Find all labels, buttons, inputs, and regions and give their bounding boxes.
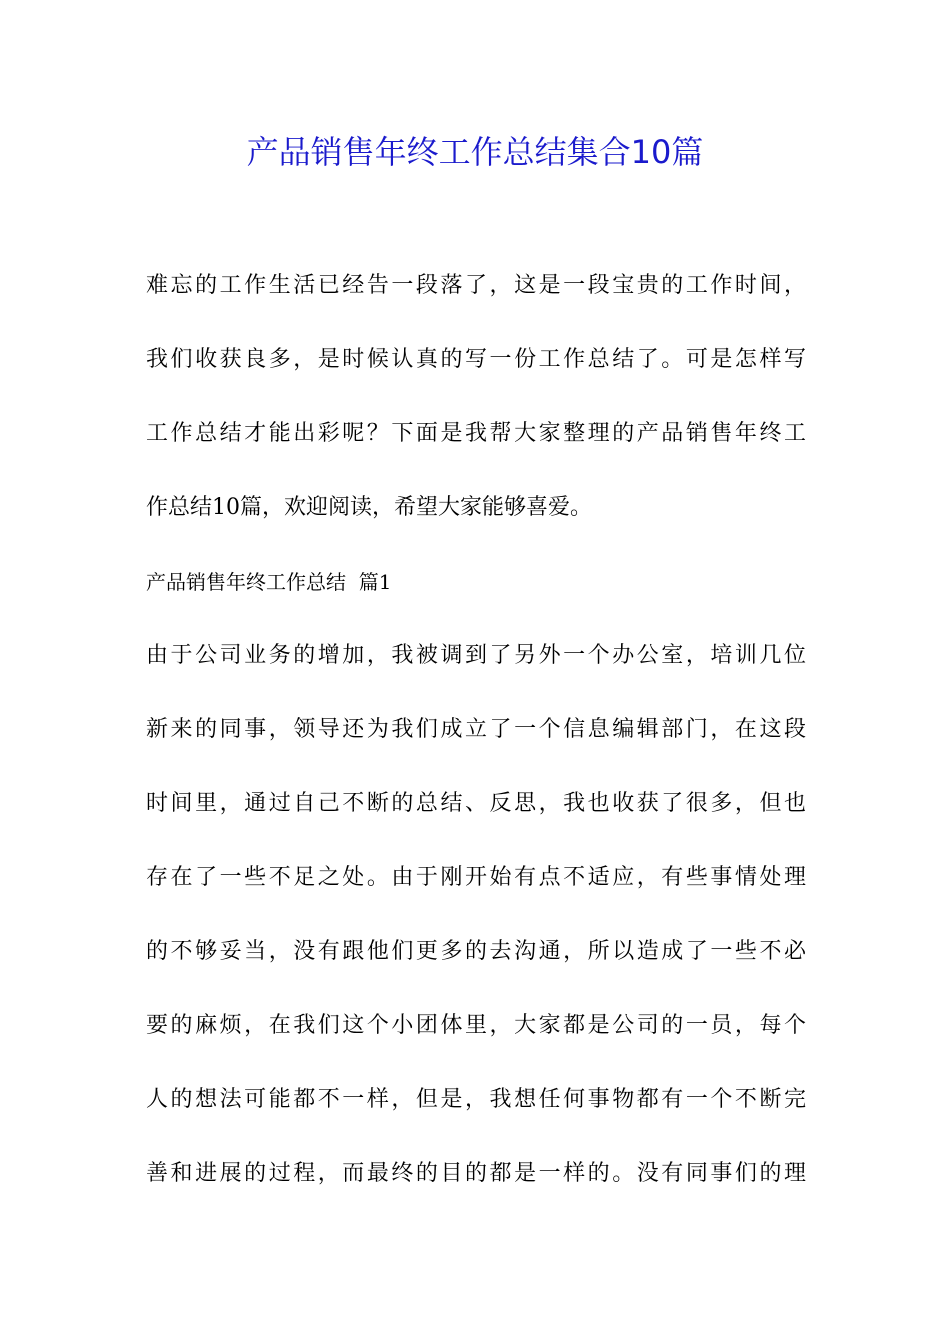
intro-line: 工作总结才能出彩呢？下面是我帮大家整理的产品销售年终工 <box>146 421 806 446</box>
section-line: 的不够妥当，没有跟他们更多的去沟通，所以造成了一些不必 <box>146 939 806 964</box>
section-line: 人的想法可能都不一样，但是，我想任何事物都有一个不断完 <box>146 1087 806 1112</box>
intro-line: 难忘的工作生活已经告一段落了，这是一段宝贵的工作时间， <box>146 273 806 298</box>
document-title: 产品销售年终工作总结集合10篇 <box>246 133 704 171</box>
intro-line: 我们收获良多，是时候认真的写一份工作总结了。可是怎样写 <box>146 347 806 372</box>
section-line: 由于公司业务的增加，我被调到了另外一个办公室，培训几位 <box>146 643 806 668</box>
document-body <box>146 249 806 1211</box>
section-line: 存在了一些不足之处。由于刚开始有点不适应，有些事情处理 <box>146 865 806 890</box>
section-line: 新来的同事，领导还为我们成立了一个信息编辑部门，在这段 <box>146 717 806 742</box>
section-line: 时间里，通过自己不断的总结、反思，我也收获了很多，但也 <box>146 791 806 816</box>
section-line: 要的麻烦，在我们这个小团体里，大家都是公司的一员，每个 <box>146 1013 806 1038</box>
section-line: 善和进展的过程，而最终的目的都是一样的。没有同事们的理 <box>146 1161 806 1186</box>
intro-line: 作总结10篇，欢迎阅读，希望大家能够喜爱。 <box>146 495 592 520</box>
section-heading: 产品销售年终工作总结 篇1 <box>146 570 392 594</box>
